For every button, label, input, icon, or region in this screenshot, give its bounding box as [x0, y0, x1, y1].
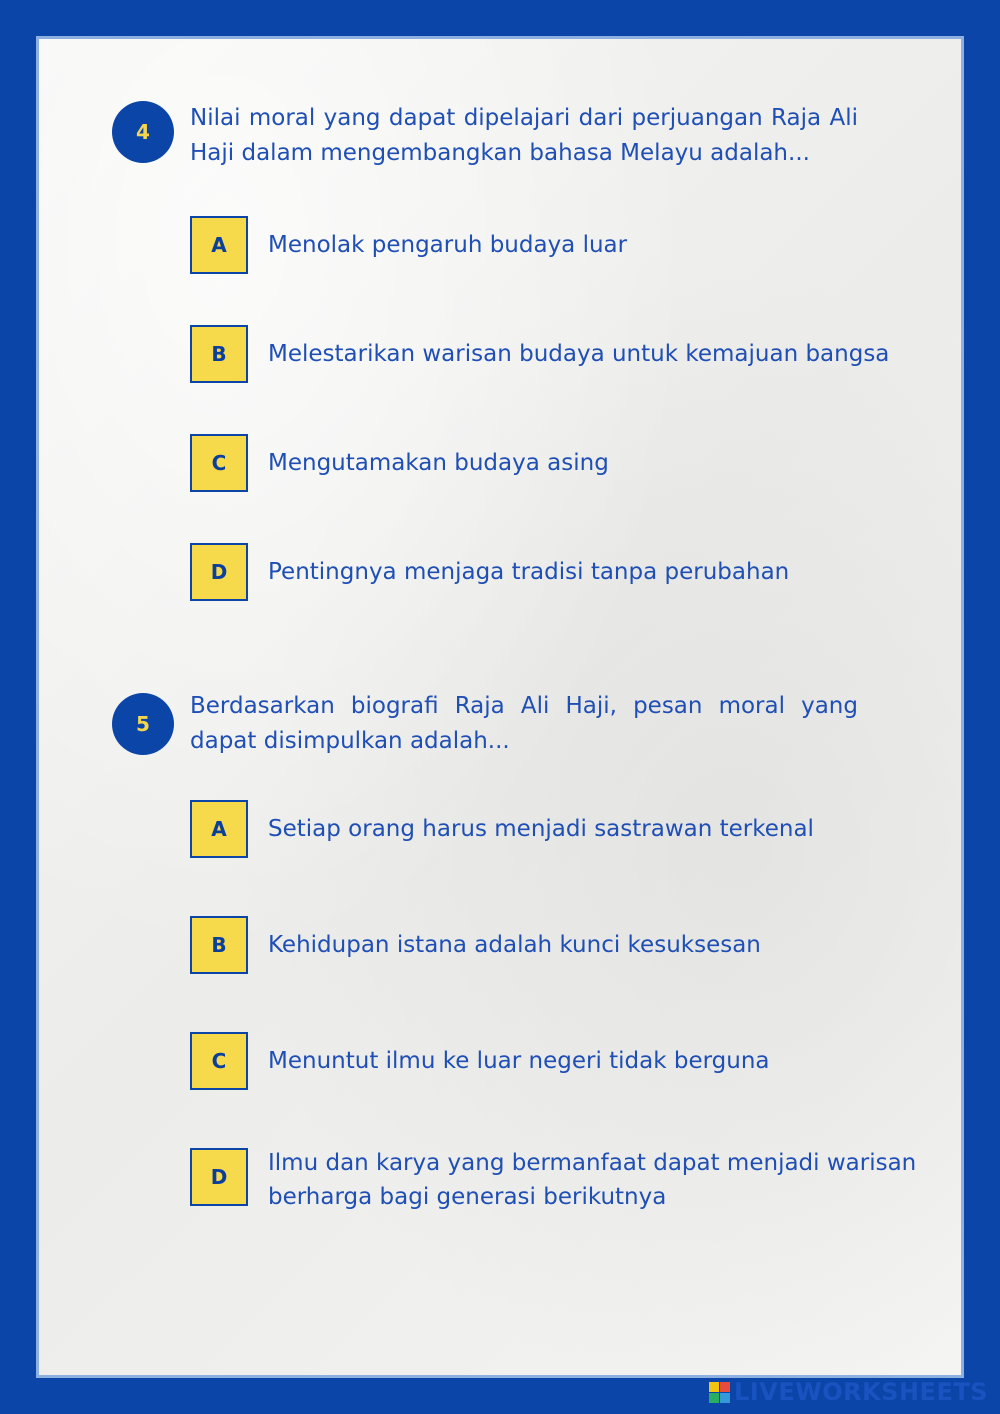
question-number-4: [112, 101, 174, 163]
option-c-text[interactable]: Menuntut ilmu ke luar negeri tidak berguna: [268, 1048, 770, 1074]
option-a-button[interactable]: [190, 216, 248, 274]
option-d-text[interactable]: Pentingnya menjaga tradisi tanpa perubahan: [268, 559, 790, 585]
option-d-text[interactable]: Ilmu dan karya yang bermanfaat dapat menjadi warisan berharga bagi generasi berikutnya: [268, 1150, 917, 1210]
option-letter: D: [210, 1165, 228, 1189]
option-d-button[interactable]: [190, 543, 248, 601]
option-letter: D: [210, 560, 228, 584]
option-a-text[interactable]: Menolak pengaruh budaya luar: [268, 232, 628, 258]
option-c-text[interactable]: Mengutamakan budaya asing: [268, 450, 609, 476]
option-letter: C: [211, 451, 227, 475]
option-c-button[interactable]: [190, 1032, 248, 1090]
option-d-button[interactable]: [190, 1148, 248, 1206]
option-letter: A: [211, 233, 227, 257]
question-number-label: 5: [136, 712, 150, 736]
liveworksheets-logo-text: LIVEWORKSHEETS: [734, 1378, 988, 1406]
option-a-button[interactable]: [190, 800, 248, 858]
option-b-text[interactable]: Kehidupan istana adalah kunci kesuksesan: [268, 932, 761, 958]
option-letter: C: [211, 1049, 227, 1073]
option-b-button[interactable]: [190, 325, 248, 383]
option-a-text[interactable]: Setiap orang harus menjadi sastrawan terkenal: [268, 816, 814, 842]
option-letter: B: [211, 933, 227, 957]
liveworksheets-logo-icon: [709, 1382, 730, 1403]
option-b-button[interactable]: [190, 916, 248, 974]
option-b-text[interactable]: Melestarikan warisan budaya untuk kemajuan bangsa: [268, 341, 890, 367]
question-text-4: Nilai moral yang dapat dipelajari dari perjuangan Raja Ali Haji dalam mengembangkan bahasa Melayu adalah...: [190, 105, 858, 166]
question-number-label: 4: [136, 120, 150, 144]
option-letter: B: [211, 342, 227, 366]
liveworksheets-logo: [709, 1378, 988, 1406]
option-c-button[interactable]: [190, 434, 248, 492]
question-number-5: [112, 693, 174, 755]
option-letter: A: [211, 817, 227, 841]
question-text-5: Berdasarkan biografi Raja Ali Haji, pesan moral yang dapat disimpulkan adalah...: [190, 693, 858, 754]
